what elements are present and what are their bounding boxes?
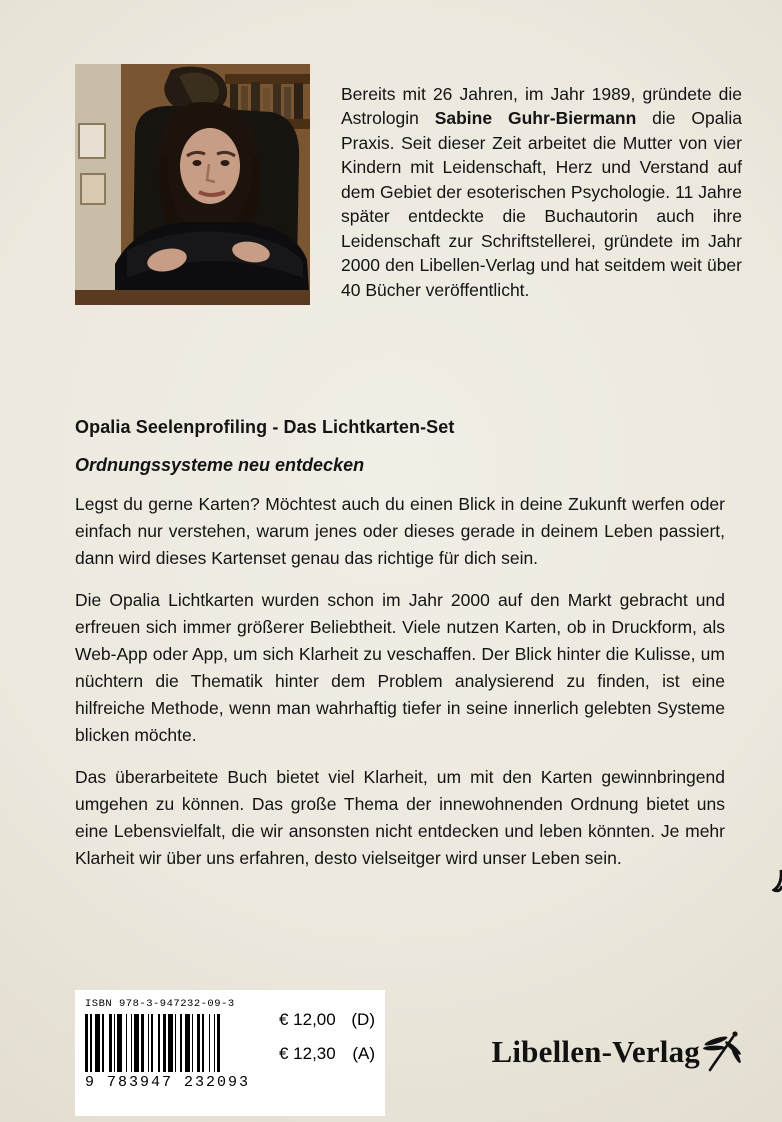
- price-line-austria: [279, 1044, 375, 1064]
- author-name: Sabine Guhr-Biermann: [434, 108, 637, 128]
- author-photo: [75, 64, 310, 305]
- ean-barcode: [85, 1014, 263, 1072]
- barcode-digits: 9 783947 232093: [85, 1074, 251, 1091]
- book-subtitle: Ordnungssysteme neu entdecken: [75, 455, 365, 475]
- isbn-box: [75, 990, 385, 1116]
- author-bio-text: [341, 82, 742, 303]
- price-de-value: € 12,00: [279, 1010, 336, 1029]
- description-paragraph-3: Das überarbeitete Buch bietet viel Klarheit, um mit den Karten gewinnbringend umgehen zu können. Das große Thema der innewohnenden Ordnung bietet uns eine Lebensvielfalt, die wir ansonsten nicht entdecken und leben könnten. Je mehr Klarheit wir über uns erfahren, desto vielseitger wird unser Leben sein.: [75, 767, 725, 868]
- price-line-germany: [279, 1010, 375, 1030]
- description-section: [75, 417, 725, 872]
- isbn-grid: [85, 998, 375, 1091]
- dragonfly-icon: [702, 1028, 744, 1072]
- isbn-left-column: [85, 998, 267, 1091]
- barcode-bar: [220, 1014, 222, 1072]
- bio-text-before: Bereits mit 26 Jahren, im Jahr 1989, gründete die Astrologin: [341, 83, 742, 128]
- book-title: Opalia Seelenprofiling - Das Lichtkarten-Set: [75, 417, 455, 437]
- description-paragraph-1: Legst du gerne Karten? Möchtest auch du einen Blick in deine Zukunft werfen oder einfach nur verstehen, warum jenes oder dieses gerade in deinem Leben passiert, dann wird dieses Kartenset genau das richtige für dich sein.: [75, 494, 725, 568]
- bio-text-after: die Opalia Praxis. Seit dieser Zeit arbeitet die Mutter von vier Kindern mit Leidenschaft, Herz und Verstand auf dem Gebiet der esoterischen Psychologie. 11 Jahre später entdeckte die Buchautorin auch ihre Leidenschaft zur Schriftstellerei, gründete im Jahr 2000 den Libellen-Verlag und hat seitdem weit über 40 Bücher veröffentlicht.: [341, 108, 742, 300]
- price-de-region: (D): [351, 1010, 375, 1029]
- isbn-label: ISBN 978-3-947232-09-3: [85, 998, 235, 1010]
- price-at-value: € 12,30: [279, 1044, 336, 1063]
- publisher-name: Libellen-Verlag: [491, 1034, 700, 1069]
- author-photo-illustration: [75, 64, 310, 305]
- description-paragraph-2: Die Opalia Lichtkarten wurden schon im Jahr 2000 auf den Markt gebracht und erfreuen sich immer größerer Beliebtheit. Viele nutzen Karten, ob in Druckform, als Web-App oder App, um sich Klarheit zu veschaffen. Der Blick hinter die Kulisse, um nüchtern die Thematik hinter dem Problem analysierend zu finden, ist eine hilfreiche Methode, wenn man wahrhaftig tiefer in seine innerlich gelebten Systeme blicken möchte.: [75, 590, 725, 745]
- edge-mark: [772, 868, 782, 894]
- price-at-region: (A): [352, 1044, 375, 1063]
- price-column: [267, 998, 375, 1091]
- publisher-logo: [491, 1032, 744, 1072]
- author-section: [75, 64, 742, 320]
